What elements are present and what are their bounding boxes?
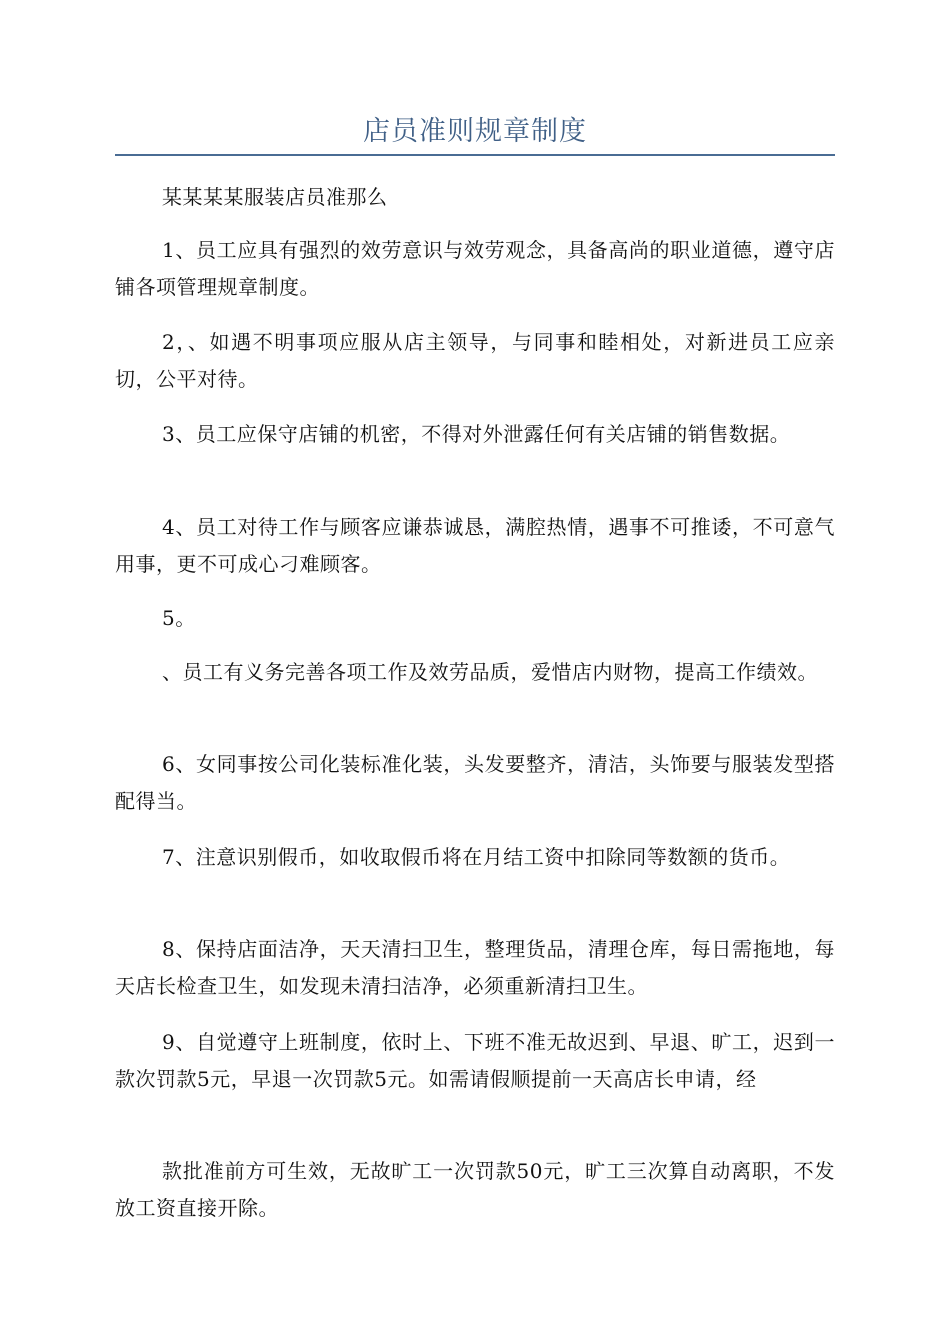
paragraph-rule-6: 6、女同事按公司化装标准化装，头发要整齐，清洁，头饰要与服装发型搭配得当。 <box>115 752 835 813</box>
paragraph-rule-7: 7、注意识别假币，如收取假币将在月结工资中扣除同等数额的货币。 <box>162 845 791 869</box>
page-title: 店员准则规章制度 <box>363 116 587 147</box>
title-underline <box>115 154 835 156</box>
paragraph-rule-9: 9、自觉遵守上班制度，依时上、下班不准无故迟到、早退、旷工，迟到一款次罚款5元，早退一次罚款5元。如需请假顺提前一天高店长申请，经 <box>115 1030 835 1091</box>
paragraph-rule-1: 1、员工应具有强烈的效劳意识与效劳观念，具备高尚的职业道德，遵守店铺各项管理规章制度。 <box>115 238 835 299</box>
paragraph-rule-8: 8、保持店面洁净，天天清扫卫生，整理货品，清理仓库，每日需拖地，每天店长检查卫生，如发现未清扫洁净，必须重新清扫卫生。 <box>115 937 835 998</box>
paragraph-rule-3: 3、员工应保守店铺的机密，不得对外泄露任何有关店铺的销售数据。 <box>162 422 791 446</box>
paragraph-intro: 某某某某服装店员准那么 <box>162 185 388 209</box>
paragraph-rule-5-number: 5。 <box>162 606 196 630</box>
paragraph-rule-4: 4、员工对待工作与顾客应谦恭诚恳，满腔热情，遇事不可推诿，不可意气用事，更不可成心刁难顾客。 <box>115 515 835 576</box>
paragraph-rule-5: 、员工有义务完善各项工作及效劳品质，爱惜店内财物，提高工作绩效。 <box>162 660 818 684</box>
paragraph-rule-9-continued: 款批准前方可生效，无故旷工一次罚款50元，旷工三次算自动离职，不发放工资直接开除。 <box>115 1159 835 1220</box>
paragraph-rule-2: 2，、如遇不明事项应服从店主领导，与同事和睦相处，对新进员工应亲切，公平对待。 <box>115 330 835 391</box>
